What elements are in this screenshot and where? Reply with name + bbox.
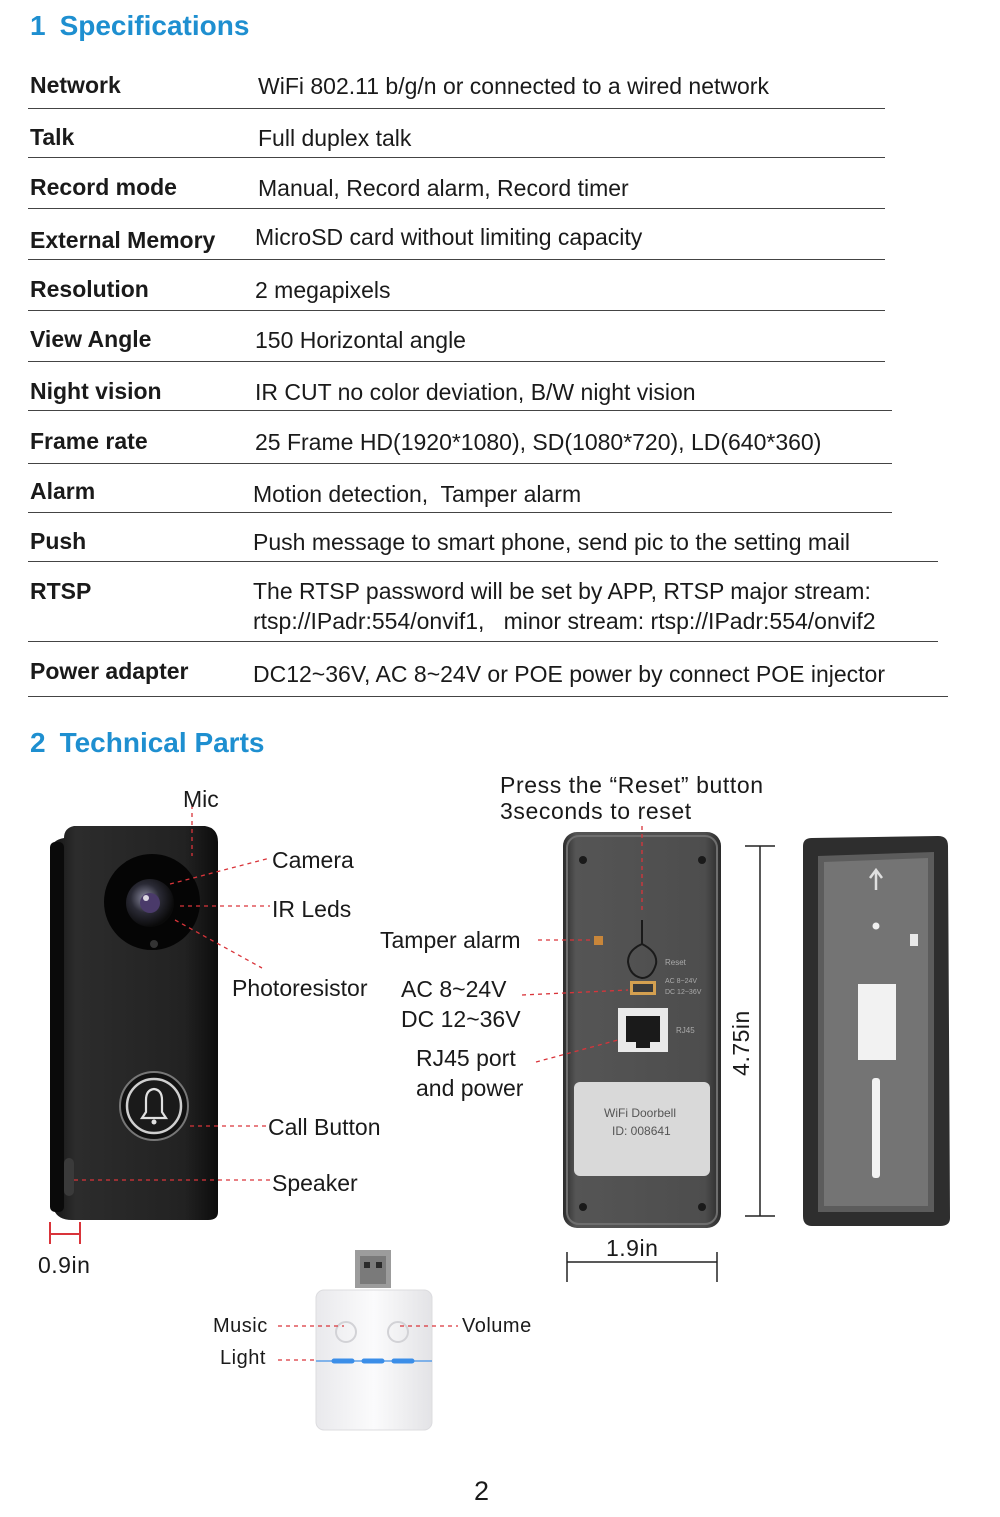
tamper-switch — [594, 936, 603, 945]
board-label-ac: AC 8~24V — [665, 978, 698, 985]
section-specifications-heading: 1 Specifications — [30, 10, 250, 41]
label-photoresistor: Photoresistor — [232, 975, 368, 1001]
label-volume: Volume — [462, 1315, 532, 1337]
label-camera: Camera — [272, 847, 354, 873]
sticker-line-1: WiFi Doorbell — [604, 1106, 677, 1120]
page-number: 2 — [474, 1476, 490, 1506]
photoresistor-dot — [150, 940, 158, 948]
label-mic: Mic — [183, 786, 219, 812]
speaker-grille — [64, 1158, 74, 1196]
sticker-line-2: ID: 008641 — [612, 1124, 671, 1138]
spec-row-network: Network WiFi 802.11 b/g/n or connected to a wired network — [28, 66, 885, 109]
label-rj45-line-1: RJ45 port — [416, 1045, 516, 1071]
spec-row-power-adapter: Power adapter DC12~36V, AC 8~24V or POE power by connect POE injector — [28, 652, 948, 697]
spec-row-external-memory: External Memory MicroSD card without limiting capacity — [28, 219, 885, 260]
spec-row-rtsp: RTSP The RTSP password will be set by APP, RTSP major stream: rtsp://IPadr:554/onvif1, minor stream: rtsp://IPadr:554/onvif2 — [28, 572, 938, 642]
label-ir-leds: IR Leds — [272, 896, 352, 922]
board-label-rj45: RJ45 — [676, 1026, 695, 1035]
label-reset-line-2: 3seconds to reset — [500, 798, 692, 824]
label-call-button: Call Button — [268, 1114, 381, 1140]
label-light: Light — [220, 1347, 266, 1369]
label-width: 1.9in — [606, 1235, 659, 1261]
spec-row-view-angle: View Angle 150 Horizontal angle — [28, 320, 885, 362]
board-label-dc: DC 12~36V — [665, 989, 702, 996]
mounting-bracket — [803, 836, 950, 1226]
label-tamper-alarm: Tamper alarm — [380, 927, 521, 953]
label-music: Music — [213, 1315, 268, 1337]
bracket-cutout — [858, 984, 896, 1060]
spec-row-record-mode: Record mode Manual, Record alarm, Record timer — [28, 168, 885, 209]
spec-row-night-vision: Night vision IR CUT no color deviation, B/W night vision — [28, 372, 892, 411]
board-label-reset: Reset — [665, 958, 686, 967]
label-speaker: Speaker — [272, 1170, 358, 1196]
label-rj45-line-2: and power — [416, 1075, 524, 1101]
plug-in-chime — [316, 1250, 432, 1430]
label-reset-line-1: Press the “Reset” button — [500, 772, 764, 798]
spec-row-push: Push Push message to smart phone, send pic to the setting mail — [28, 522, 938, 562]
label-depth: 0.9in — [38, 1252, 91, 1278]
section-technical-parts-heading: 2 Technical Parts — [30, 727, 265, 758]
label-power-line-2: DC 12~36V — [401, 1006, 521, 1032]
spec-row-talk: Talk Full duplex talk — [28, 118, 885, 158]
doorbell-front-view — [50, 826, 218, 1220]
label-height: 4.75in — [727, 1010, 754, 1076]
label-power-line-1: AC 8~24V — [401, 976, 507, 1002]
depth-dimension — [50, 1222, 80, 1244]
spec-row-resolution: Resolution 2 megapixels — [28, 270, 885, 311]
spec-row-frame-rate: Frame rate 25 Frame HD(1920*1080), SD(1080*720), LD(640*360) — [28, 422, 892, 464]
spec-row-alarm: Alarm Motion detection, Tamper alarm — [28, 474, 892, 513]
